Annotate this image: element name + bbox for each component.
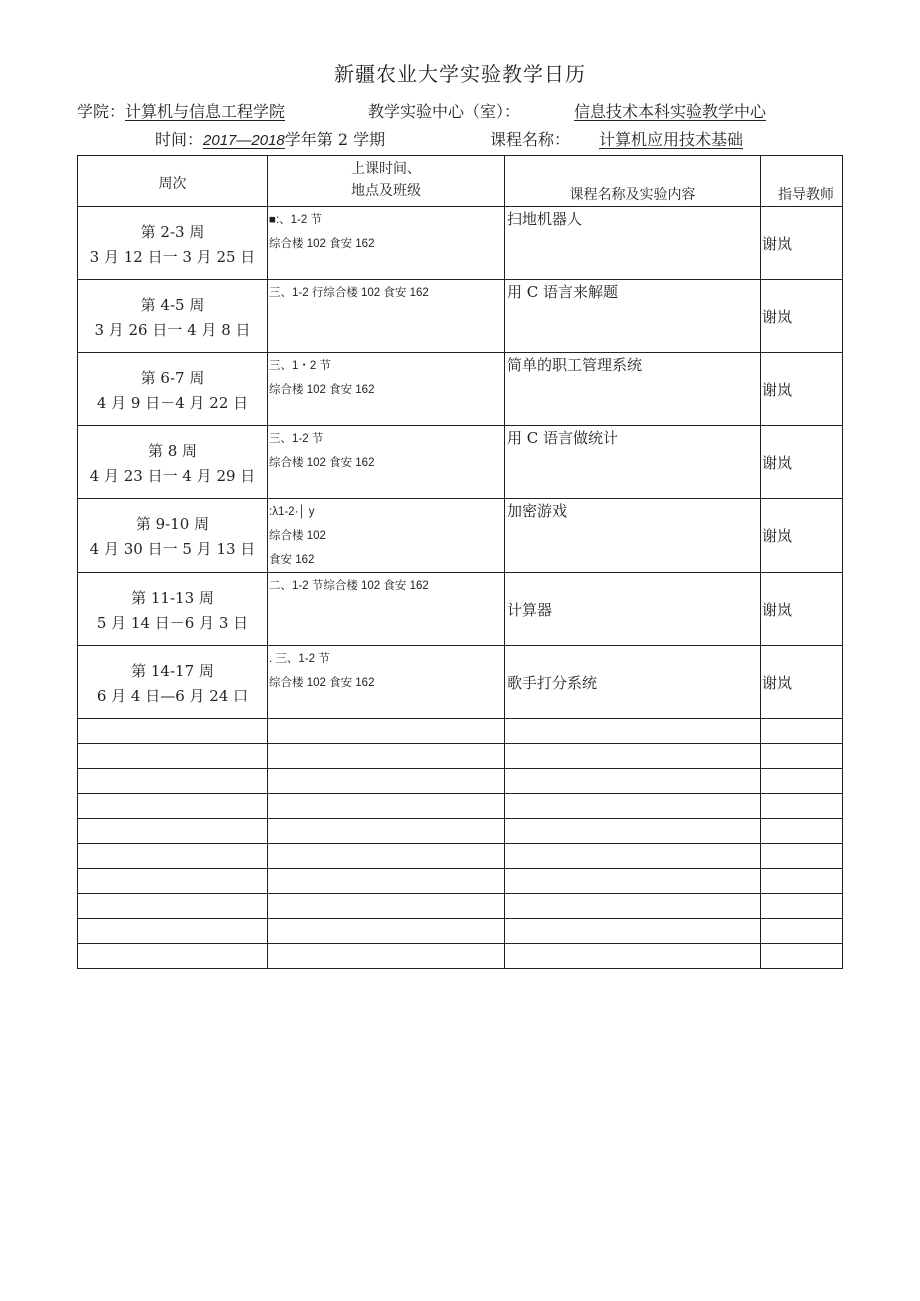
- empty-cell: [761, 719, 843, 744]
- empty-cell: [761, 844, 843, 869]
- teacher-cell: 谢岚: [761, 353, 843, 426]
- empty-cell: [761, 794, 843, 819]
- week-cell: [78, 353, 268, 426]
- course-label: 课程名称：: [490, 130, 571, 149]
- table-row: [78, 499, 843, 573]
- table-row: [78, 207, 843, 280]
- empty-cell: [505, 769, 761, 794]
- empty-cell: [761, 894, 843, 919]
- page-title: 新疆农业大学实验教学日历: [334, 62, 586, 86]
- time-cell: [268, 280, 505, 353]
- empty-row: [78, 919, 843, 944]
- week-cell: [78, 207, 268, 280]
- empty-row: [78, 844, 843, 869]
- time-line: 综合楼 102 食安 162: [269, 384, 375, 396]
- time-line: [155, 127, 385, 150]
- empty-cell: [78, 869, 268, 894]
- course-cell: 计算器: [505, 573, 761, 646]
- empty-cell: [505, 744, 761, 769]
- calendar-table: [77, 155, 843, 969]
- time-line: 二、1-2 节综合楼 102 食安 162: [269, 580, 429, 592]
- table-row: [78, 353, 843, 426]
- empty-cell: [78, 819, 268, 844]
- empty-cell: [268, 719, 505, 744]
- week-dates: 5 月 14 日－6 月 3 日: [96, 614, 249, 632]
- time-line: 综合楼 102 食安 162: [269, 238, 375, 250]
- week-cell: [78, 646, 268, 719]
- empty-cell: [761, 744, 843, 769]
- time-line: 综合楼 102 食安 162: [269, 457, 375, 469]
- empty-cell: [268, 794, 505, 819]
- course-cell: 用 C 语言来解题: [505, 280, 761, 353]
- time-line: ■:、1-2 节: [269, 214, 322, 226]
- time-suffix: 学年第 2 学期: [284, 130, 386, 149]
- table-row: [78, 573, 843, 646]
- course-cell: 加密游戏: [505, 499, 761, 573]
- header-time-line1: 上课时间、: [351, 161, 421, 177]
- college-line: [77, 99, 285, 122]
- teacher-cell: 谢岚: [761, 280, 843, 353]
- course-cell: 扫地机器人: [505, 207, 761, 280]
- time-years: 2017—2018: [203, 132, 285, 149]
- week-dates: 6 月 4 日—6 月 24 口: [96, 687, 249, 705]
- time-line: :λ1-2·│ y: [269, 506, 315, 518]
- week-cell: [78, 426, 268, 499]
- empty-cell: [761, 769, 843, 794]
- college-value: 计算机与信息工程学院: [125, 102, 286, 121]
- week-number: 第 8 周: [147, 442, 198, 460]
- week-dates: 3 月 12 日一 3 月 25 日: [89, 248, 256, 266]
- week-number: 第 11-13 周: [131, 589, 214, 607]
- teacher-cell: 谢岚: [761, 207, 843, 280]
- empty-cell: [268, 744, 505, 769]
- empty-cell: [268, 894, 505, 919]
- empty-row: [78, 819, 843, 844]
- week-number: 第 14-17 周: [131, 662, 214, 680]
- empty-row: [78, 769, 843, 794]
- time-line: 综合楼 102: [269, 530, 326, 542]
- week-number: 第 6-7 周: [140, 369, 205, 387]
- empty-cell: [78, 719, 268, 744]
- empty-row: [78, 794, 843, 819]
- time-line: 三、1-2 节: [269, 433, 324, 445]
- empty-cell: [78, 769, 268, 794]
- empty-cell: [78, 894, 268, 919]
- empty-row: [78, 719, 843, 744]
- time-label: 时间：: [155, 130, 204, 149]
- empty-cell: [78, 844, 268, 869]
- empty-cell: [268, 844, 505, 869]
- empty-cell: [78, 794, 268, 819]
- time-line: 食安 162: [269, 554, 315, 566]
- week-number: 第 4-5 周: [140, 296, 205, 314]
- empty-cell: [78, 919, 268, 944]
- course-value: 计算机应用技术基础: [599, 130, 744, 149]
- empty-cell: [268, 869, 505, 894]
- header-course: 课程名称及实验内容: [505, 156, 761, 207]
- teacher-cell: 谢岚: [761, 426, 843, 499]
- table-row: [78, 280, 843, 353]
- empty-cell: [761, 919, 843, 944]
- teacher-cell: 谢岚: [761, 573, 843, 646]
- time-cell: [268, 646, 505, 719]
- course-cell: 简单的职工管理系统: [505, 353, 761, 426]
- empty-row: [78, 744, 843, 769]
- empty-row: [78, 869, 843, 894]
- time-cell: [268, 207, 505, 280]
- empty-row: [78, 944, 843, 969]
- week-cell: [78, 499, 268, 573]
- empty-cell: [761, 819, 843, 844]
- time-line: 三、1・2 节: [269, 360, 331, 372]
- center-label: 教学实验中心（室）：: [368, 102, 521, 121]
- week-cell: [78, 573, 268, 646]
- week-dates: 4 月 23 日一 4 月 29 日: [89, 467, 256, 485]
- table-row: [78, 646, 843, 719]
- empty-cell: [505, 944, 761, 969]
- empty-cell: [268, 944, 505, 969]
- empty-cell: [268, 769, 505, 794]
- week-dates: 4 月 30 日一 5 月 13 日: [89, 540, 256, 558]
- center-value: 信息技术本科实验教学中心: [574, 102, 767, 121]
- empty-cell: [505, 869, 761, 894]
- empty-cell: [761, 869, 843, 894]
- week-dates: 4 月 9 日－4 月 22 日: [96, 394, 249, 412]
- empty-cell: [505, 919, 761, 944]
- time-line: . 三、1-2 节: [269, 653, 330, 665]
- empty-cell: [761, 944, 843, 969]
- week-cell: [78, 280, 268, 353]
- time-cell: [268, 573, 505, 646]
- time-line: 三、1-2 行综合楼 102 食安 162: [269, 287, 429, 299]
- teacher-cell: 谢岚: [761, 499, 843, 573]
- empty-cell: [268, 919, 505, 944]
- college-label: 学院：: [77, 102, 126, 121]
- teacher-cell: 谢岚: [761, 646, 843, 719]
- time-cell: [268, 499, 505, 573]
- week-number: 第 2-3 周: [140, 223, 205, 241]
- empty-cell: [78, 944, 268, 969]
- week-number: 第 9-10 周: [135, 515, 210, 533]
- time-cell: [268, 353, 505, 426]
- empty-cell: [505, 794, 761, 819]
- empty-cell: [505, 844, 761, 869]
- header-time: [268, 156, 505, 207]
- header-week: 周次: [78, 156, 268, 207]
- empty-cell: [268, 819, 505, 844]
- header-time-line2: 地点及班级: [351, 183, 421, 199]
- empty-cell: [78, 744, 268, 769]
- empty-cell: [505, 719, 761, 744]
- table-header-row: [78, 156, 843, 207]
- time-line: 综合楼 102 食安 162: [269, 677, 375, 689]
- empty-cell: [505, 894, 761, 919]
- time-cell: [268, 426, 505, 499]
- course-cell: 歌手打分系统: [505, 646, 761, 719]
- week-dates: 3 月 26 日一 4 月 8 日: [94, 321, 251, 339]
- table-row: [78, 426, 843, 499]
- header-teacher: 指导教师: [761, 156, 843, 207]
- empty-row: [78, 894, 843, 919]
- empty-cell: [505, 819, 761, 844]
- course-cell: 用 C 语言做统计: [505, 426, 761, 499]
